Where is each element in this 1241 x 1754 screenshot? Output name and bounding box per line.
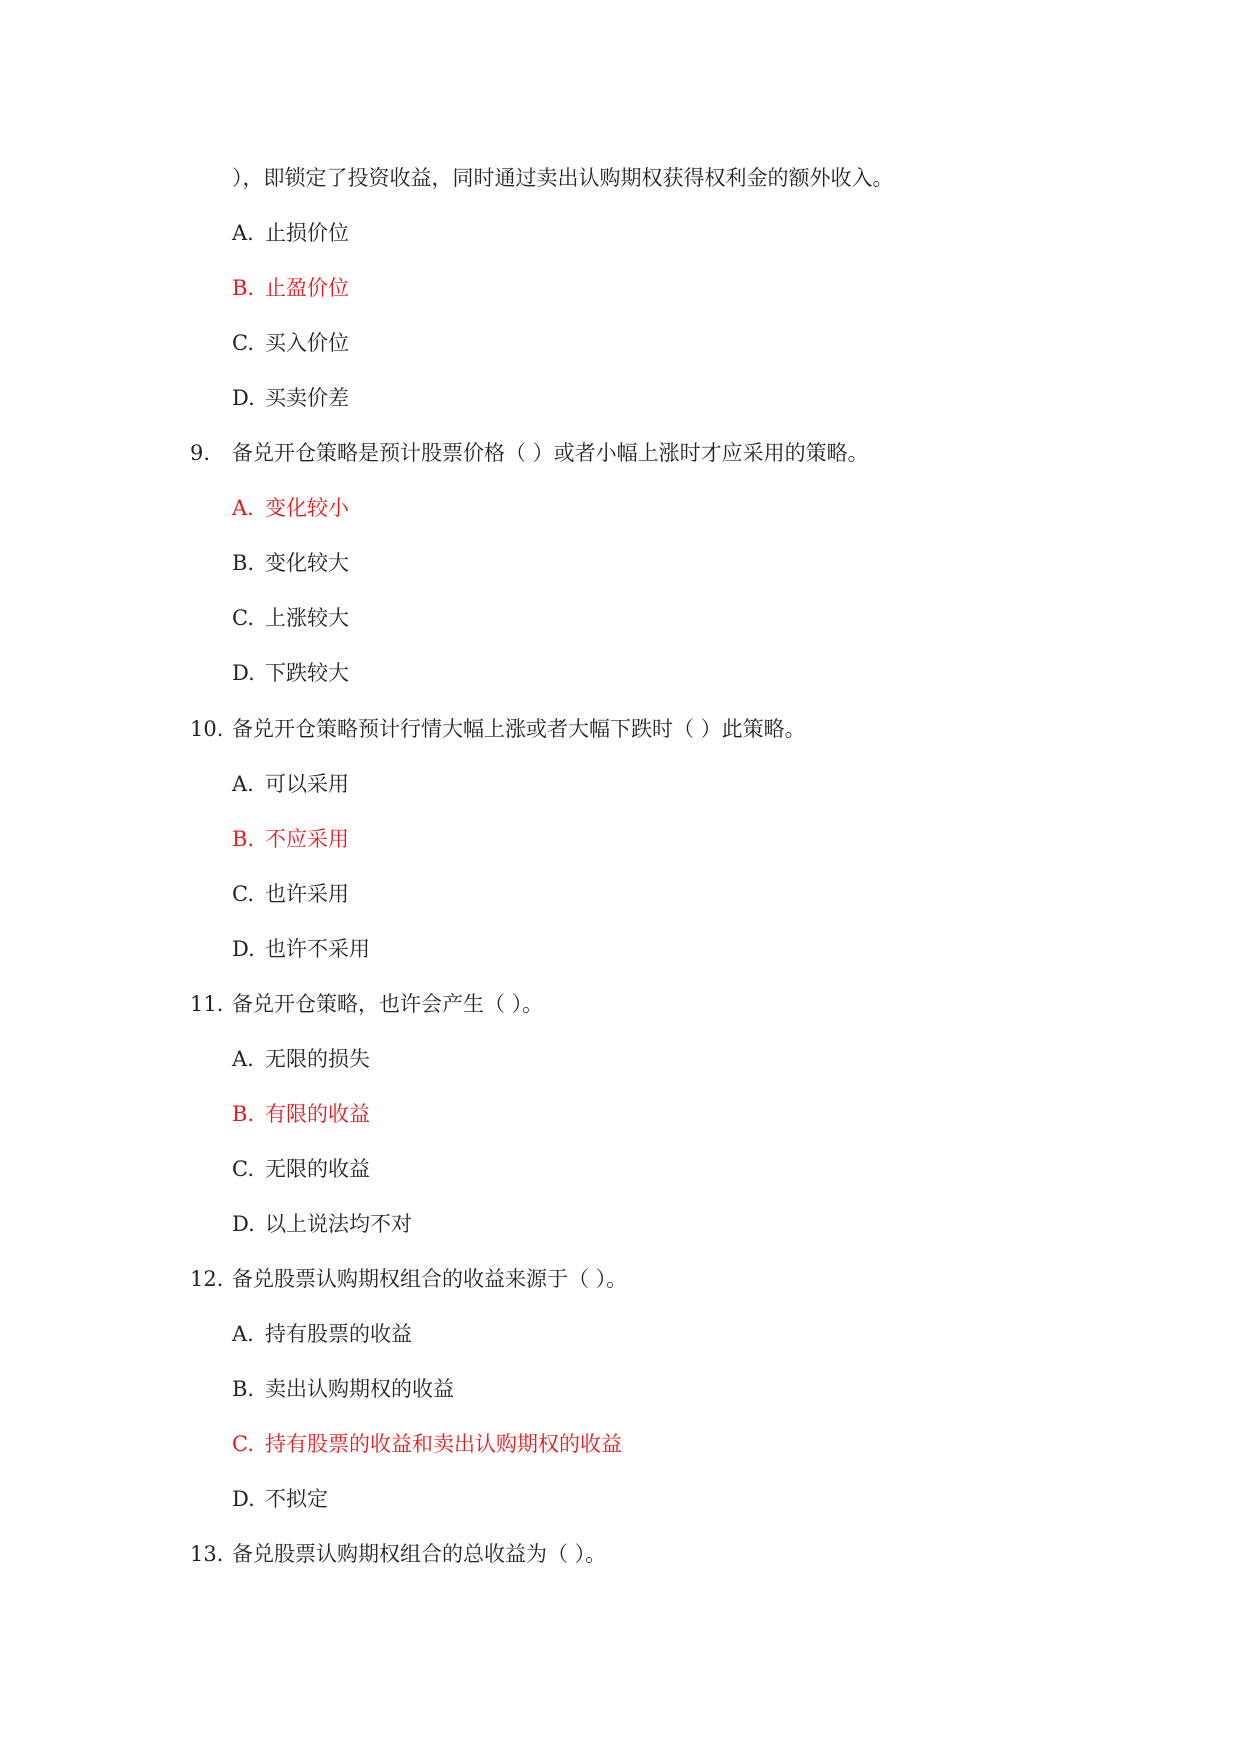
option-letter: A. <box>232 221 254 245</box>
option-text: 下跌较大 <box>265 661 349 685</box>
question-number: 9. <box>190 441 211 465</box>
option-row <box>232 935 370 963</box>
option-text: 止损价位 <box>265 221 349 245</box>
option-text: 无限的损失 <box>265 1047 370 1071</box>
option-letter: D. <box>232 1212 255 1236</box>
question-number: 11. <box>190 992 224 1016</box>
option-row <box>232 1485 328 1513</box>
option-text: 也许采用 <box>265 882 349 906</box>
option-text: 变化较大 <box>265 551 349 575</box>
option-text: 不拟定 <box>265 1487 328 1511</box>
option-text: 买入价位 <box>265 331 349 355</box>
option-letter: D. <box>232 1487 255 1511</box>
option-text: 也许不采用 <box>265 937 370 961</box>
question-continuation: ），即锁定了投资收益，同时通过卖出认购期权获得权利金的额外收入。 <box>232 166 894 190</box>
option-text: 买卖价差 <box>265 386 349 410</box>
option-row <box>232 1320 412 1348</box>
option-text: 变化较小 <box>265 496 349 520</box>
option-row <box>232 549 349 577</box>
option-letter: C. <box>232 1432 254 1456</box>
option-letter: D. <box>232 937 255 961</box>
option-letter: D. <box>232 386 255 410</box>
option-letter: A. <box>232 772 254 796</box>
option-letter: C. <box>232 331 254 355</box>
option-row <box>232 384 349 412</box>
option-row-correct <box>232 1100 370 1128</box>
option-row <box>232 1210 412 1238</box>
option-row-correct <box>232 825 349 853</box>
option-text: 无限的收益 <box>265 1157 370 1181</box>
question-text: 备兑开仓策略预计行情大幅上涨或者大幅下跌时（ ）此策略。 <box>232 717 806 741</box>
option-row-correct <box>232 1430 622 1458</box>
option-letter: A. <box>232 1322 254 1346</box>
option-letter: D. <box>232 661 255 685</box>
option-row <box>232 604 349 632</box>
option-row <box>232 880 349 908</box>
option-text: 持有股票的收益 <box>265 1322 412 1346</box>
option-letter: A. <box>232 496 254 520</box>
option-row <box>232 659 349 687</box>
option-text: 不应采用 <box>265 827 349 851</box>
question-number: 10. <box>190 717 224 741</box>
option-row <box>232 770 349 798</box>
option-text: 上涨较大 <box>265 606 349 630</box>
option-letter: C. <box>232 606 254 630</box>
question-text: 备兑股票认购期权组合的总收益为（ ）。 <box>232 1542 607 1566</box>
option-letter: C. <box>232 882 254 906</box>
option-text: 以上说法均不对 <box>265 1212 412 1236</box>
option-row-correct <box>232 494 349 522</box>
question-text: 备兑股票认购期权组合的收益来源于（ ）。 <box>232 1267 628 1291</box>
question-text: 备兑开仓策略是预计股票价格（ ）或者小幅上涨时才应采用的策略。 <box>232 441 869 465</box>
option-text: 可以采用 <box>265 772 349 796</box>
option-letter: A. <box>232 1047 254 1071</box>
option-letter: C. <box>232 1157 254 1181</box>
option-text: 持有股票的收益和卖出认购期权的收益 <box>265 1432 622 1456</box>
option-text: 止盈价位 <box>265 276 349 300</box>
option-row-correct <box>232 274 349 302</box>
option-letter: B. <box>232 276 255 300</box>
option-letter: B. <box>232 1102 255 1126</box>
option-letter: B. <box>232 551 255 575</box>
option-row <box>232 1375 454 1403</box>
option-row <box>232 219 349 247</box>
question-number: 13. <box>190 1542 224 1566</box>
option-letter: B. <box>232 827 255 851</box>
option-row <box>232 329 349 357</box>
question-text: 备兑开仓策略，也许会产生（ ）。 <box>232 992 544 1016</box>
question-number: 12. <box>190 1267 224 1291</box>
option-row <box>232 1045 370 1073</box>
option-text: 有限的收益 <box>265 1102 370 1126</box>
option-text: 卖出认购期权的收益 <box>265 1377 454 1401</box>
option-letter: B. <box>232 1377 255 1401</box>
option-row <box>232 1155 370 1183</box>
